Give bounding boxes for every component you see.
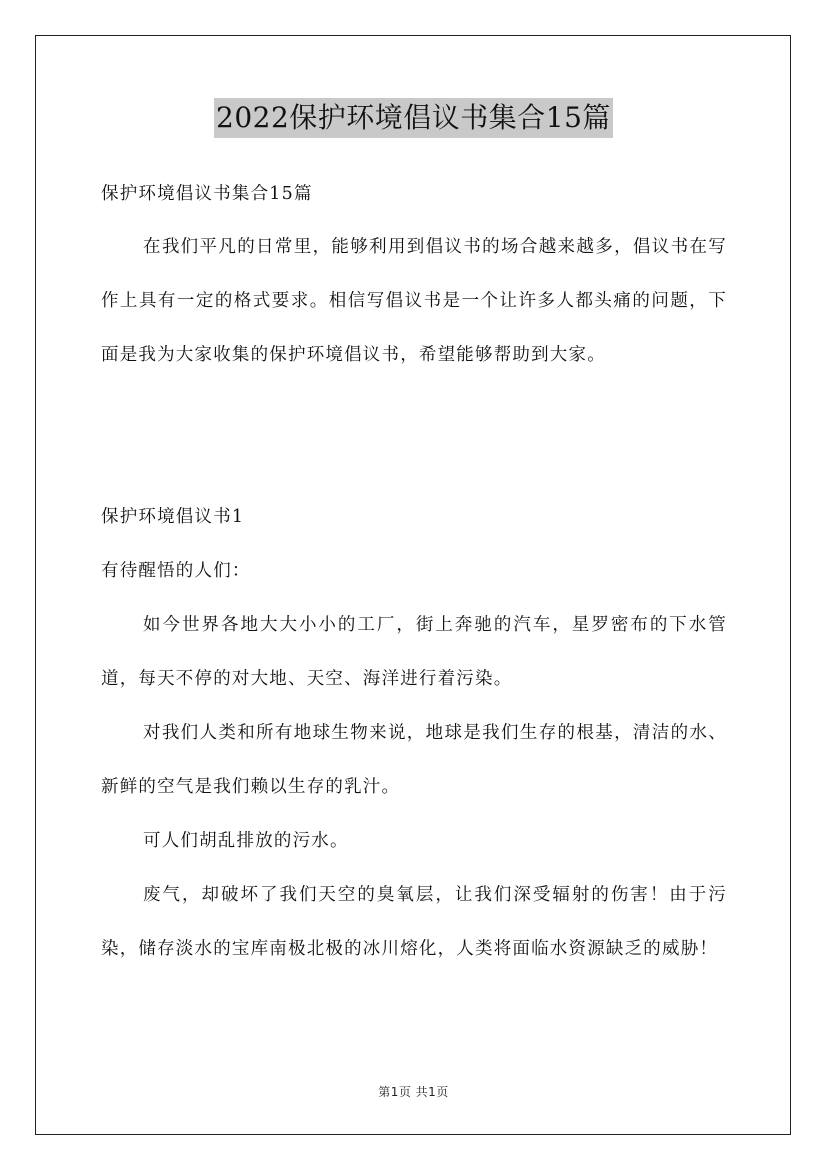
document-title: 2022保护环境倡议书集合15篇 bbox=[214, 98, 613, 138]
body-paragraph: 可人们胡乱排放的污水。 bbox=[143, 831, 349, 851]
body-paragraph: 对我们人类和所有地球生物来说，地球是我们生存的根基，清洁的水、新鲜的空气是我们赖以生存的乳汁。 bbox=[101, 723, 727, 797]
intro-block bbox=[101, 220, 727, 382]
page-footer bbox=[0, 1083, 827, 1100]
page-number: 第1页 共1页 bbox=[378, 1085, 449, 1099]
intro-paragraph: 在我们平凡的日常里，能够利用到倡议书的场合越来越多，倡议书在写作上具有一定的格式要求。相信写倡议书是一个让许多人都头痛的问题，下面是我为大家收集的保护环境倡议书，希望能够帮助到大家。 bbox=[101, 237, 727, 365]
body-paragraph: 如今世界各地大大小小的工厂，街上奔驰的汽车，星罗密布的下水管道，每天不停的对大地、天空、海洋进行着污染。 bbox=[101, 615, 727, 689]
document-subtitle: 保护环境倡议书集合15篇 bbox=[101, 184, 313, 204]
salutation: 有待醒悟的人们： bbox=[101, 561, 251, 581]
title-container bbox=[0, 98, 827, 138]
subtitle-block bbox=[101, 167, 727, 221]
letter-block bbox=[101, 490, 727, 976]
section-heading: 保护环境倡议书1 bbox=[101, 507, 245, 527]
body-paragraph: 废气，却破坏了我们天空的臭氧层，让我们深受辐射的伤害！由于污染，储存淡水的宝库南极北极的冰川熔化，人类将面临水资源缺乏的威胁！ bbox=[101, 885, 727, 959]
